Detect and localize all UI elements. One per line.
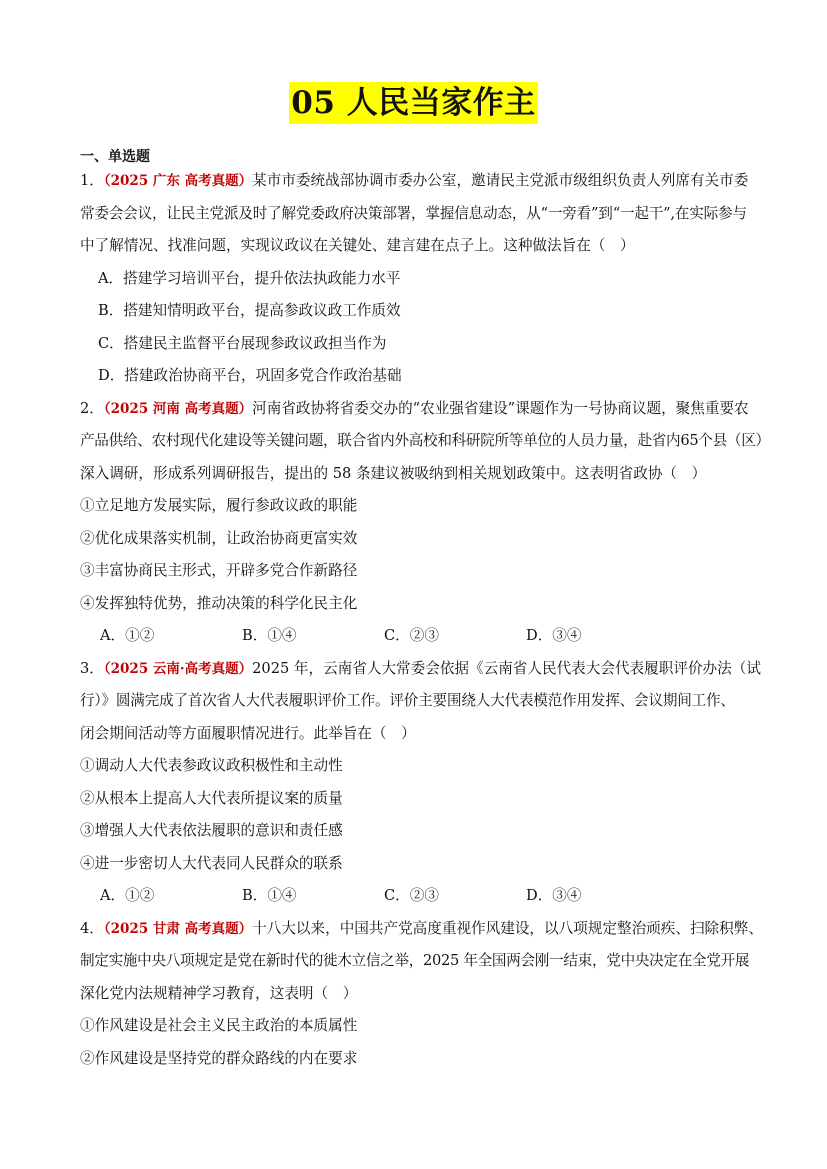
choice-b: B．①④ <box>242 627 297 644</box>
question-number: 3． <box>80 660 104 677</box>
option-c: C．搭建民主监督平台展现参政议政担当作为 <box>98 335 387 352</box>
question-number: 2． <box>80 400 104 417</box>
question-1-line-1: 1．（2025 广东 高考真题）某市市委统战部协调市委办公室，邀请民主党派市级组织负责人列席有关市委 <box>80 172 749 189</box>
section-heading: 一、单选题 <box>80 149 150 165</box>
statement-2: ②作风建设是坚持党的群众路线的内在要求 <box>80 1050 358 1067</box>
choice-b: B．①④ <box>242 887 297 904</box>
statement-2: ②优化成果落实机制，让政治协商更富实效 <box>80 530 358 547</box>
choices-row <box>100 886 668 906</box>
question-3-line-3: 闭会期间活动等方面履职情况进行。此举旨在（ ） <box>80 725 416 742</box>
page-title: 05 人民当家作主 <box>289 82 537 124</box>
question-source: （2025 河南 高考真题） <box>103 401 253 417</box>
question-2-line-3: 深入调研，形成系列调研报告，提出的 58 条建议被吸纳到相关规划政策中。这表明省政协（ ） <box>80 465 707 482</box>
choices-row <box>100 626 668 646</box>
question-4-line-2: 制定实施中央八项规定是党在新时代的徙木立信之举，2025 年全国两会刚一结束，党中央决定在全党开展 <box>80 952 750 969</box>
question-2-line-1: 2．（2025 河南 高考真题）河南省政协将省委交办的“农业强省建设”课题作为一号协商议题，聚焦重要农 <box>80 400 749 417</box>
question-3-line-1: 3．（2025 云南·高考真题）2025 年，云南省人大常委会依据《云南省人民代表大会代表履职评价办法（试 <box>80 660 761 677</box>
question-source: （2025 云南·高考真题） <box>103 661 253 677</box>
choice-c: C．②③ <box>384 627 439 644</box>
choice-d: D．③④ <box>526 627 582 644</box>
question-4-line-3: 深化党内法规精神学习教育，这表明（ ） <box>80 985 358 1002</box>
statement-3: ③丰富协商民主形式，开辟多党合作新路径 <box>80 562 358 579</box>
choice-c: C．②③ <box>384 887 439 904</box>
statement-1: ①作风建设是社会主义民主政治的本质属性 <box>80 1017 358 1034</box>
statement-3: ③增强人大代表依法履职的意识和责任感 <box>80 822 343 839</box>
question-source: （2025 甘肃 高考真题） <box>103 921 253 937</box>
question-4-line-1: 4．（2025 甘肃 高考真题）十八大以来，中国共产党高度重视作风建设，以八项规定整治顽疾、扫除积弊、 <box>80 920 763 937</box>
choice-a: A．①② <box>100 887 155 904</box>
statement-1: ①调动人大代表参政议政积极性和主动性 <box>80 757 343 774</box>
statement-2: ②从根本上提高人大代表所提议案的质量 <box>80 790 343 807</box>
choice-a: A．①② <box>100 627 155 644</box>
statement-4: ④进一步密切人大代表同人民群众的联系 <box>80 855 343 872</box>
option-b: B．搭建知情明政平台，提高参政议政工作质效 <box>98 302 401 319</box>
question-2-line-2: 产品供给、农村现代化建设等关键问题，联合省内外高校和科研院所等单位的人员力量，赴省内65个县（区） <box>80 432 770 449</box>
question-3-line-2: 行）》圆满完成了首次省人大代表履职评价工作。评价主要围绕人大代表模范作用发挥、会议期间工作、 <box>80 692 735 709</box>
question-1-line-3: 中了解情况、找准问题，实现议政议在关键处、建言建在点子上。这种做法旨在（ ） <box>80 237 635 254</box>
statement-4: ④发挥独特优势，推动决策的科学化民主化 <box>80 595 358 612</box>
statement-1: ①立足地方发展实际，履行参政议政的职能 <box>80 497 358 514</box>
question-number: 1． <box>80 172 104 189</box>
question-number: 4． <box>80 920 104 937</box>
option-d: D．搭建政治协商平台，巩固多党合作政治基础 <box>98 367 402 384</box>
question-1-line-2: 常委会会议，让民主党派及时了解党委政府决策部署，掌握信息动态，从“一旁看”到“一起干”,在实际参与 <box>80 205 747 222</box>
option-a: A．搭建学习培训平台，提升依法执政能力水平 <box>98 270 401 287</box>
choice-d: D．③④ <box>526 887 582 904</box>
question-source: （2025 广东 高考真题） <box>103 173 253 189</box>
